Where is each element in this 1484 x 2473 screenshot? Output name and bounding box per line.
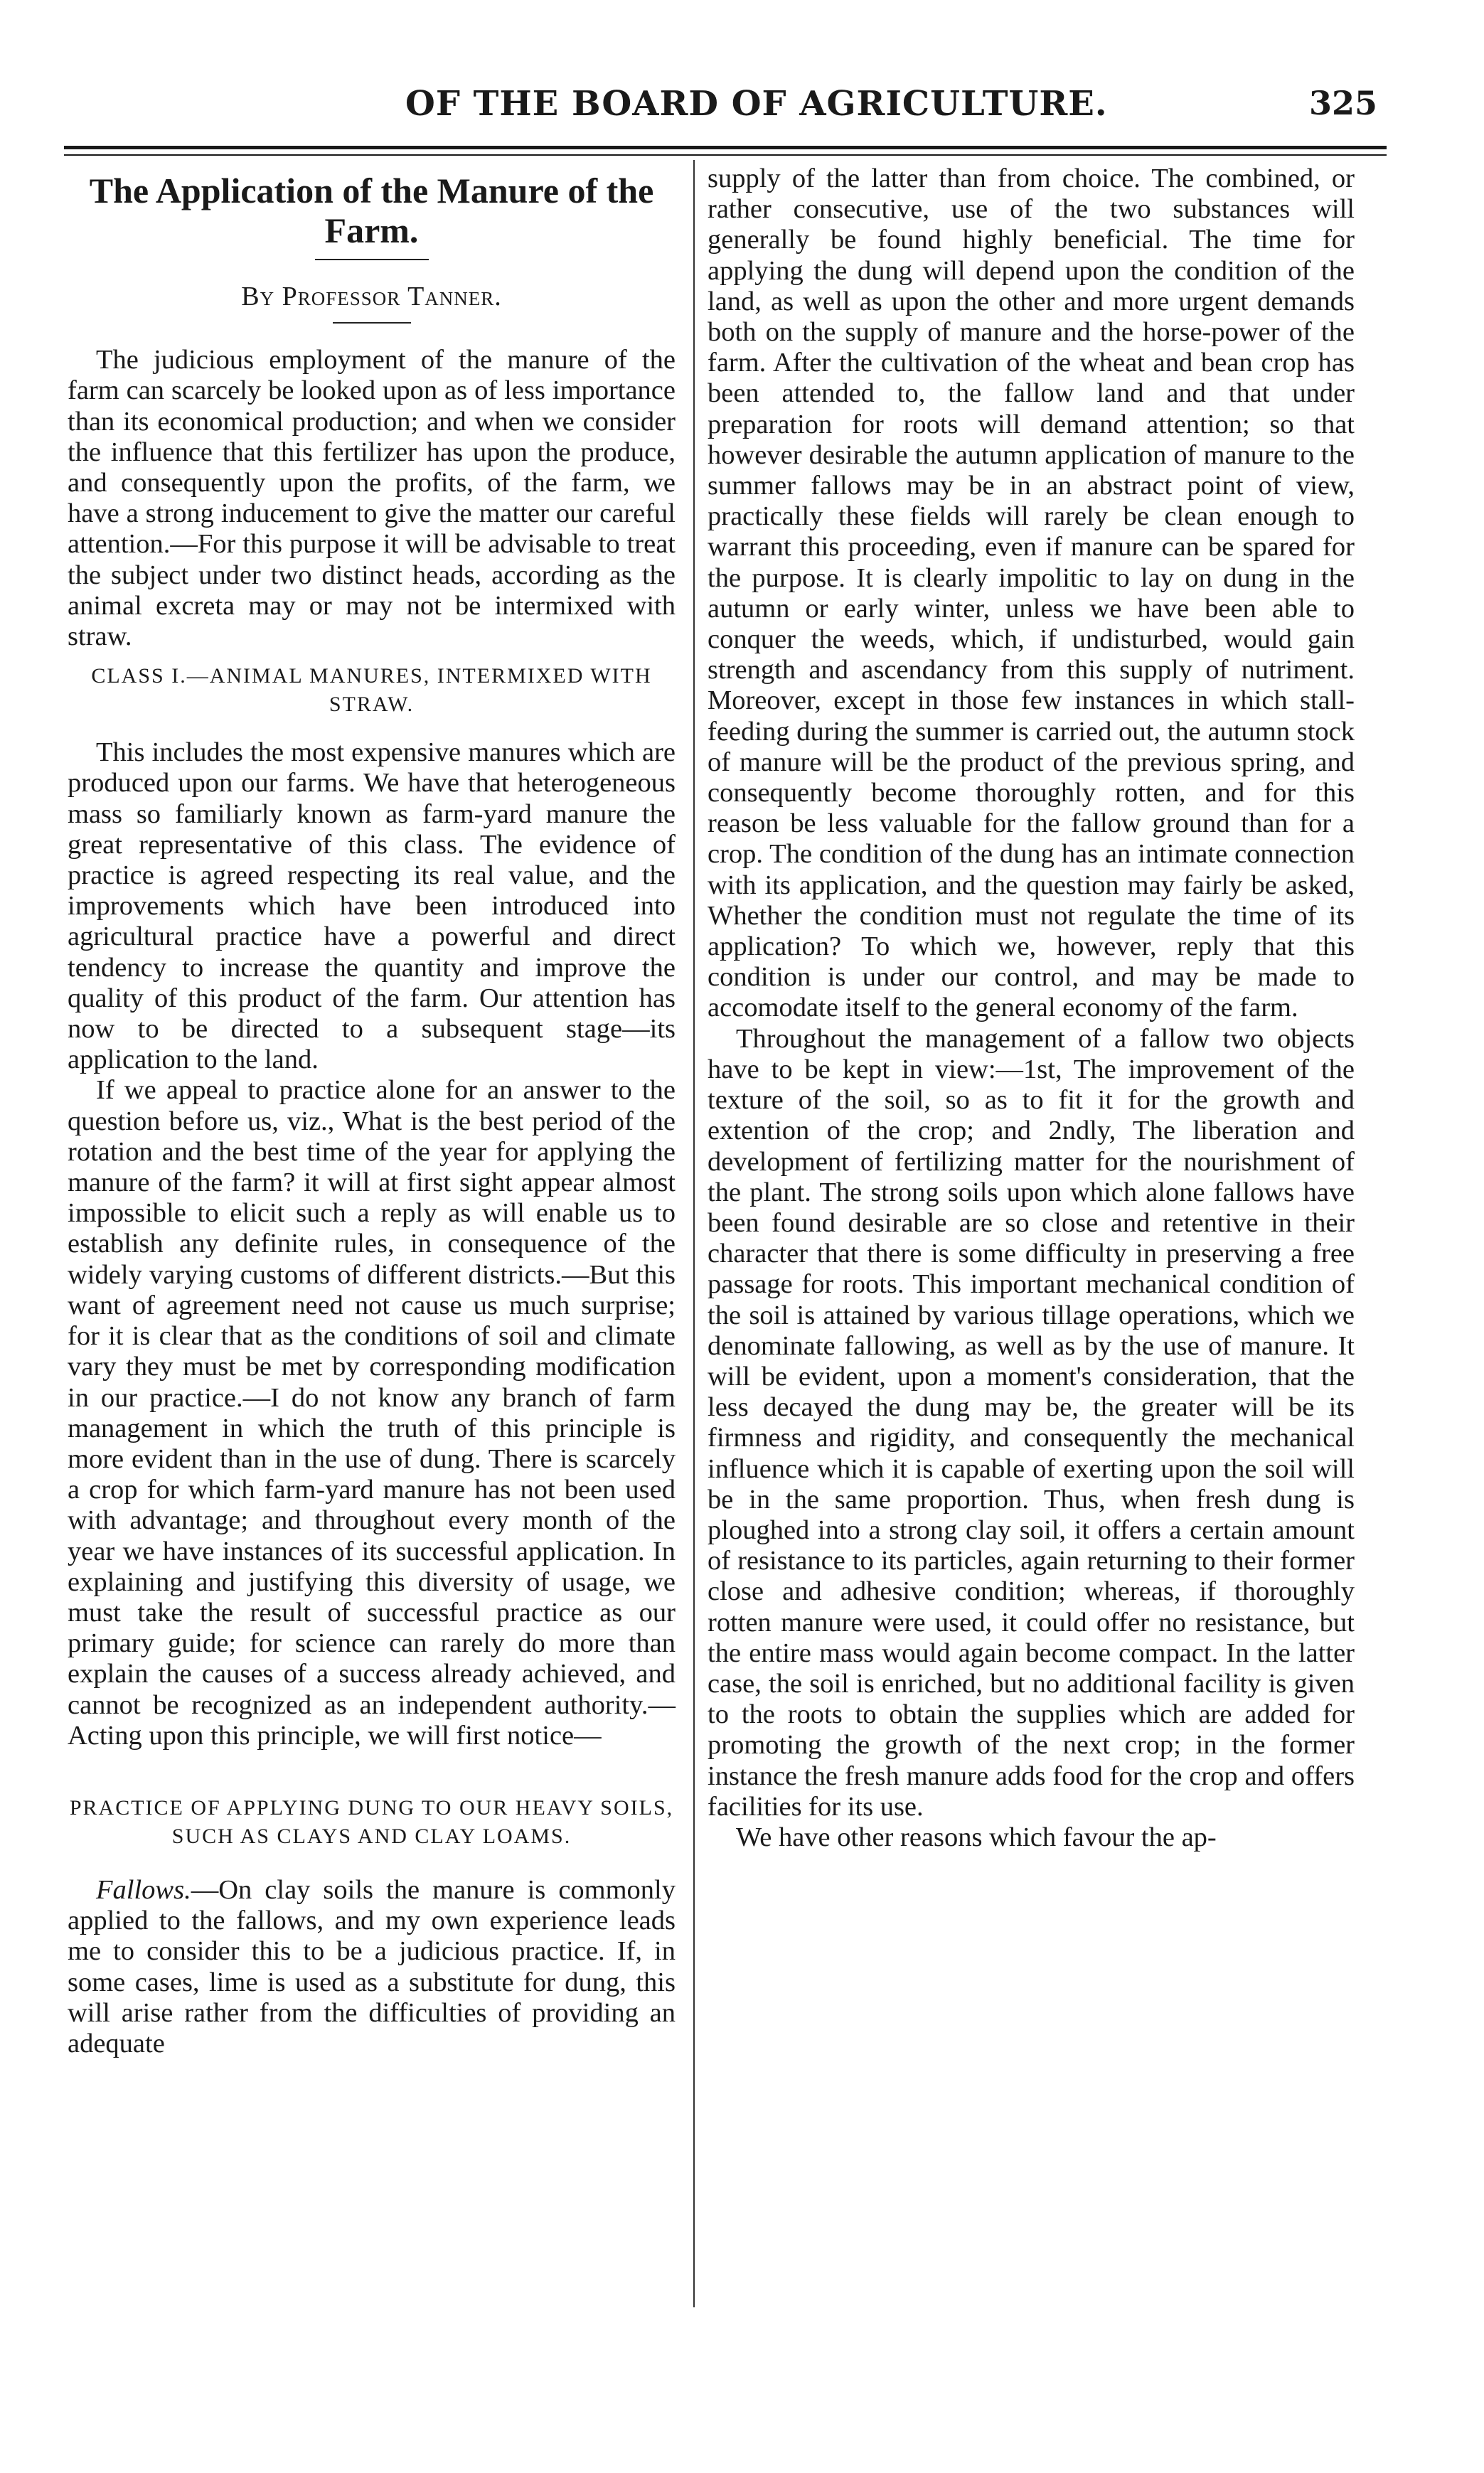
- byline: By Professor Tanner.: [241, 282, 502, 311]
- fallows-text: —On clay soils the manure is commonly applied to the fallows, and my own experience leads me to consider this to be a judicious practice. If, in some cases, lime is used as a substitute for dung, this will arise rather from the difficulties of providing an adequate: [68, 1874, 676, 2058]
- practice-heading: PRACTICE OF APPLYING DUNG TO OUR HEAVY SOILS, SUCH AS CLAYS AND CLAY LOAMS.: [69, 1795, 674, 1848]
- paragraph-fallows: [68, 1875, 676, 2059]
- fallows-lead: Fallows.: [96, 1874, 191, 1905]
- paragraph-other-reasons: We have other reasons which favour the ap-: [736, 1822, 1217, 1852]
- paragraph-expensive-manures: This includes the most expensive manures which are produced upon our farms. We have that heterogeneous mass so familiarly known as farm-yard manure the great representative of this class. The evidence of practice is agreed respecting its real value, and the improvements which have been introduced into agricultural practice have a powerful and direct tendency to increase the quantity and improve the quality of this product of the farm. Our attention has now to be directed to a subsequent stage—its application to the land.: [68, 737, 676, 1075]
- paragraph-supply-continued: supply of the latter than from choice. The combined, or rather consecutive, use of the two substances will generally be found highly beneficial. The time for applying the dung will depend upon the condition of the land, as well as upon the other and more urgent demands both on the supply of manure and the horse-power of the farm. After the cultivation of the wheat and bean crop has been attended to, the fallow land and that under preparation for roots will demand attention; so that however desirable the autumn application of manure to the summer fallows may be in an abstract point of view, practically these fields will rarely be clean enough to warrant this proceeding, even if manure can be spared for the purpose. It is clearly impolitic to lay on dung in the autumn or early winter, unless we have been able to conquer the weeds, which, if undisturbed, would gain strength and ascendancy from this supply of nutriment. Moreover, except in those few instances in which stall-feeding during the summer is carried out, the autumn stock of manure will be the product of the previous spring, and consequently become thoroughly rotten, and for this reason be less valuable for the fallow ground than for a crop. The condition of the dung has an intimate connection with its application, and the question may fairly be asked, Whether the condition must not regulate the time of its application? To which we, however, reply that this condition is under our control, and may be made to accomodate itself to the general economy of the farm.: [708, 164, 1355, 1023]
- paragraph-fallow-management: Throughout the management of a fallow two objects have to be kept in view:—1st, The improvement of the texture of the soil, so as to fit it for the growth and extention of the crop; and 2ndly, The liberation and development of fertilizing matter for the nourishment of the plant. The strong soils upon which alone fallows have been found desirable are so close and retentive in their character that there is some difficulty in preserving a free passage for roots. This important mechanical condition of the soil is attained by various tillage operations, which we denominate fallowing, as well as by the use of manure. It will be evident, upon a moment's consideration, that the less decayed the dung may be, the greater will be its firmness and rigidity, and consequently the mechanical influence which it is capable of exerting upon the soil will be in the same proportion. Thus, when fresh dung is ploughed into a strong clay soil, it offers a certain amount of resistance to its particles, again returning to their former close and adhesive condition; whereas, if thoroughly rotten manure were used, it could offer no resistance, but the entire mass would again become compact. In the latter case, the soil is enriched, but no additional facility is given to the roots to obtain the supplies which are added for promoting the growth of the next crop; in the former instance the fresh manure adds food for the crop and offers facilities for its use.: [708, 1023, 1355, 1822]
- column-divider: [693, 160, 695, 2307]
- intro-paragraph: The judicious employment of the manure of the farm can scarcely be looked upon as of less importance than its economical production; and when we consider the influence that this fertilizer has upon the produce, and consequently upon the profits, of the farm, we have a strong inducement to give the matter our careful attention.—For this purpose it will be advisable to treat the subject under two distinct heads, according as the animal excreta may or may not be intermixed with straw.: [68, 345, 676, 652]
- paragraph-appeal-to-practice: If we appeal to practice alone for an answer to the question before us, viz., What is the best period of the rotation and the best time of the year for applying the manure of the farm? it will at first sight appear almost impossible to elicit such a reply as will enable us to establish any definite rules, in consequence of the widely varying customs of different districts.—But this want of agreement need not cause us much surprise; for it is clear that as the conditions of soil and climate vary they must be met by corresponding modification in our practice.—I do not know any branch of farm management in which the truth of this principle is more evident than in the use of dung. There is scarcely a crop for which farm-yard manure has not been used with advantage; and throughout every month of the year we have instances of its successful application. In explaining and justifying this diversity of usage, we must take the result of successful practice as our primary guide; for science can rarely do more than explain the causes of a success already achieved, and cannot be recognized as an independent authority.—Acting upon this principle, we will first notice—: [68, 1075, 676, 1751]
- byline-rule: [333, 322, 411, 324]
- running-title: OF THE BOARD OF AGRICULTURE.: [405, 84, 1108, 124]
- header-rule-thin: [64, 154, 1387, 156]
- class-heading: CLASS I.—ANIMAL MANURES, INTERMIXED WITH STRAW.: [91, 664, 652, 717]
- right-column: [708, 164, 1355, 1853]
- page-number: 325: [1308, 84, 1377, 122]
- article-title: The Application of the Manure of the Farm.: [89, 171, 654, 250]
- header-rule-thick: [64, 146, 1387, 149]
- left-column: [68, 164, 676, 2059]
- running-head: [0, 84, 1484, 141]
- title-rule: [315, 259, 429, 260]
